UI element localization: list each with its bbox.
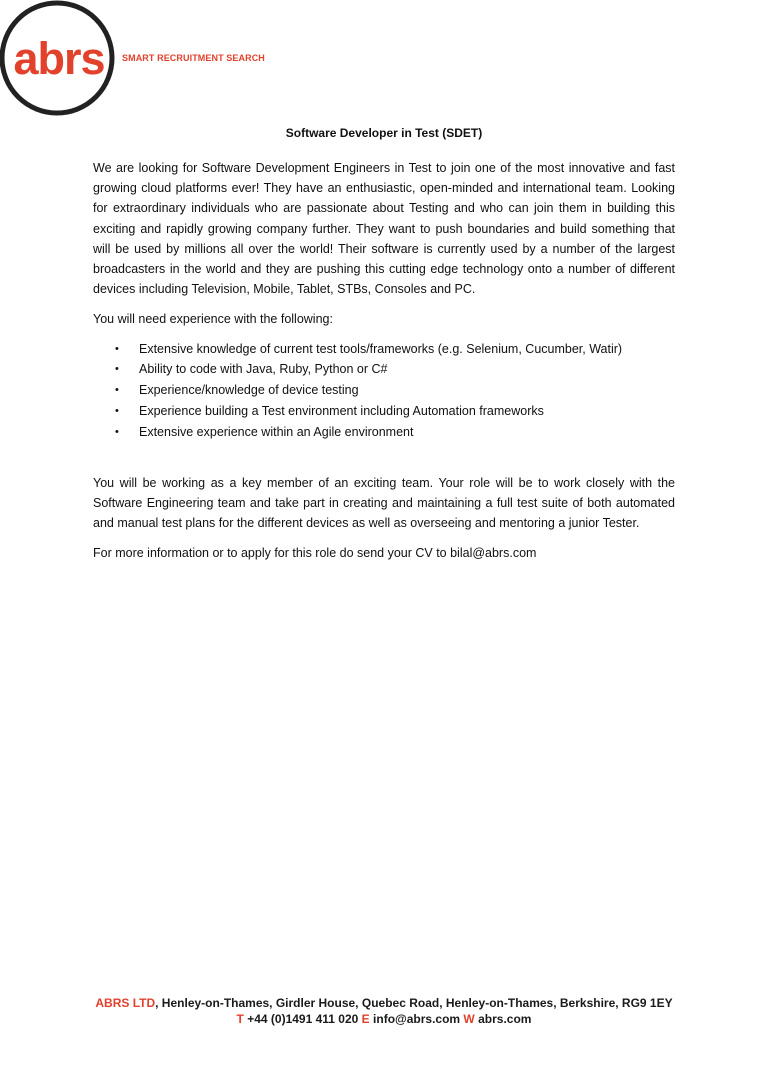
logo-wordmark: abrs [13, 33, 105, 84]
requirements-list [93, 339, 675, 443]
requirement-text: Experience building a Test environment including Automation frameworks [139, 404, 544, 419]
web-label: W [463, 1012, 475, 1026]
bullet-icon: • [115, 342, 119, 355]
requirement-text: Experience/knowledge of device testing [139, 383, 359, 398]
intro-paragraph: We are looking for Software Development Engineers in Test to join one of the most innovative and fast growing cloud platforms ever! They have an enthusiastic, open-minded and international team. Looking for extraordinary individuals who are passionate about Testing and who can join them in building this exciting and rapidly growing company further. They want to push boundaries and build something that will be used by millions all over the world! Their software is currently used by a number of the largest broadcasters in the world and they are pushing this cutting edge technology onto a number of different devices including Television, Mobile, Tablet, STBs, Consoles and PC. [93, 161, 675, 297]
bullet-icon: • [115, 405, 119, 418]
document-body [93, 158, 675, 563]
bullet-icon: • [115, 425, 119, 438]
list-item [93, 359, 675, 380]
list-item [93, 339, 675, 360]
document-title: Software Developer in Test (SDET) [285, 126, 483, 140]
footer-phone: +44 (0)1491 411 020 [247, 1012, 359, 1026]
footer-contact-line [0, 1011, 768, 1027]
footer-company: ABRS LTD [95, 996, 156, 1010]
list-item [93, 380, 675, 401]
page-footer [0, 995, 768, 1027]
list-item [93, 422, 675, 443]
apply-paragraph: For more information or to apply for this role do send your CV to bilal@abrs.com [93, 546, 537, 561]
role-paragraph: You will be working as a key member of an exciting team. Your role will be to work closely with the Software Engineering team and take part in creating and maintaining a full test suite of both automated and manual test plans for the different devices as well as overseeing and mentoring a junior Tester. [93, 475, 675, 531]
phone-label: T [236, 1012, 244, 1026]
list-item [93, 401, 675, 422]
footer-website[interactable]: abrs.com [478, 1012, 532, 1026]
footer-address-line [0, 995, 768, 1011]
footer-address: , Henley-on-Thames, Girdler House, Quebec Road, Henley-on-Thames, Berkshire, RG9 1EY [155, 996, 673, 1010]
requirement-text: Ability to code with Java, Ruby, Python or C# [139, 362, 388, 377]
requirement-text: Extensive experience within an Agile environment [139, 424, 414, 439]
email-label: E [361, 1012, 370, 1026]
logo-ring [0, 0, 130, 120]
brand-tagline: SMART RECRUITMENT SEARCH [122, 53, 265, 63]
bullet-icon: • [115, 384, 119, 397]
requirements-heading: You will need experience with the following: [93, 312, 333, 327]
footer-email[interactable]: info@abrs.com [373, 1012, 461, 1026]
bullet-icon: • [115, 363, 119, 376]
requirement-text: Extensive knowledge of current test tools/frameworks (e.g. Selenium, Cucumber, Watir) [139, 341, 623, 356]
